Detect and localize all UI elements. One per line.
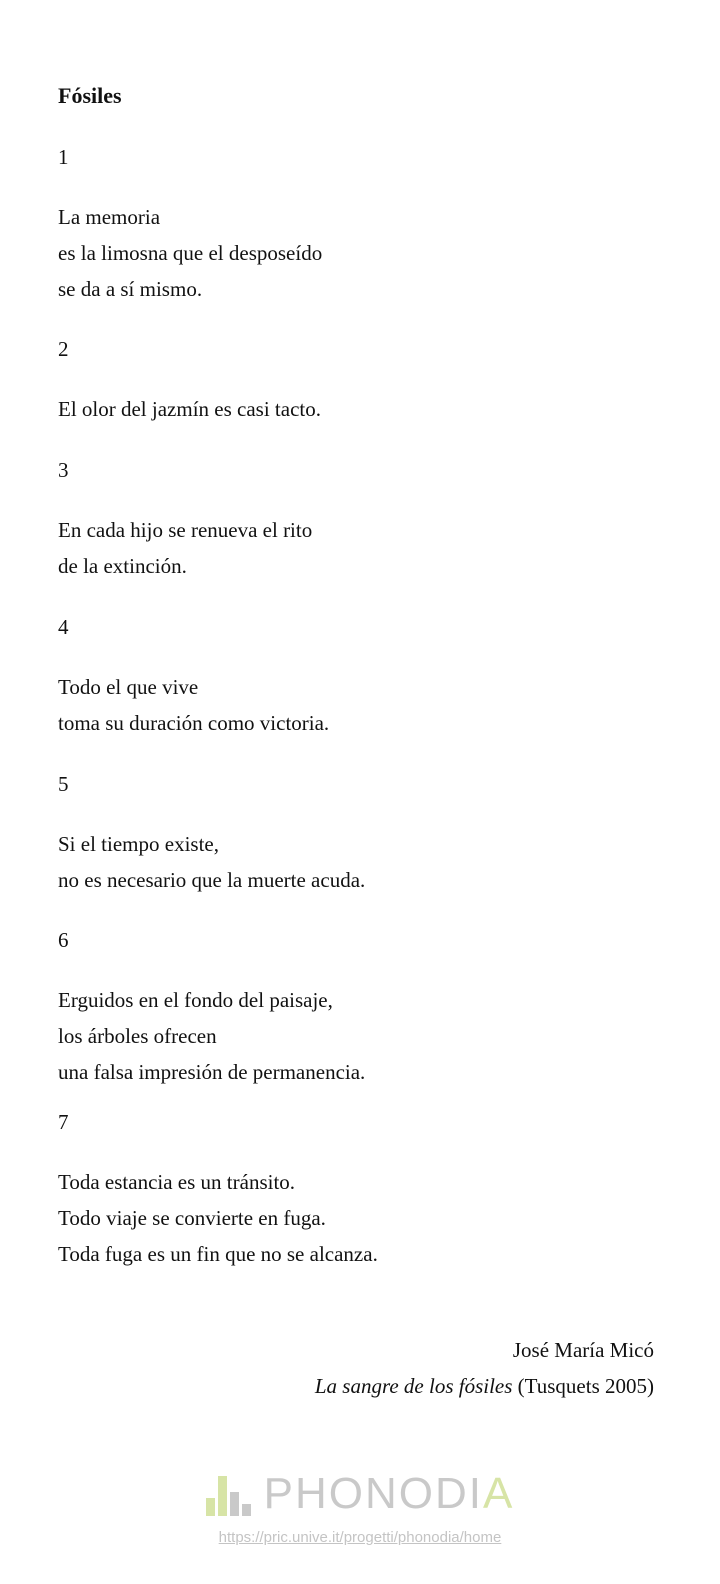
section-number-3: 3 bbox=[58, 458, 69, 482]
verse-line: El olor del jazmín es casi tacto. bbox=[58, 397, 321, 421]
verse-line: los árboles ofrecen bbox=[58, 1024, 217, 1048]
stanza-4 bbox=[58, 669, 329, 741]
verse-line: Toda fuga es un fin que no se alcanza. bbox=[58, 1242, 378, 1266]
author-name: José María Micó bbox=[512, 1338, 654, 1362]
footer bbox=[0, 1469, 720, 1546]
poem-page bbox=[58, 0, 658, 1584]
section-number-5: 5 bbox=[58, 772, 69, 796]
publisher-year: (Tusquets 2005) bbox=[512, 1374, 654, 1398]
section-number-2: 2 bbox=[58, 337, 69, 361]
section-number-7: 7 bbox=[58, 1110, 69, 1134]
verse-line: Si el tiempo existe, bbox=[58, 832, 219, 856]
stanza-6 bbox=[58, 982, 365, 1090]
section-number-6: 6 bbox=[58, 928, 69, 952]
section-number-4: 4 bbox=[58, 615, 69, 639]
stanza-3 bbox=[58, 512, 312, 584]
verse-line: es la limosna que el desposeído bbox=[58, 241, 323, 265]
logo-wordmark-accent: A bbox=[483, 1469, 515, 1518]
bar-chart-icon bbox=[206, 1474, 252, 1516]
logo-wordmark bbox=[263, 1469, 515, 1518]
verse-line: Erguidos en el fondo del paisaje, bbox=[58, 988, 333, 1012]
verse-line: Todo el que vive bbox=[58, 675, 199, 699]
book-citation bbox=[315, 1368, 654, 1404]
book-title: La sangre de los fósiles bbox=[314, 1374, 513, 1398]
verse-line: toma su duración como victoria. bbox=[58, 711, 330, 735]
verse-line: En cada hijo se renueva el rito bbox=[58, 518, 313, 542]
stanza-5 bbox=[58, 826, 365, 898]
stanza-2 bbox=[58, 391, 321, 427]
verse-line: de la extinción. bbox=[58, 554, 187, 578]
poem-title: Fósiles bbox=[58, 83, 122, 108]
verse-line: Todo viaje se convierte en fuga. bbox=[58, 1206, 326, 1230]
stanza-1 bbox=[58, 199, 322, 307]
verse-line: La memoria bbox=[58, 205, 161, 229]
phonodia-url-link[interactable]: https://pric.unive.it/progetti/phonodia/home bbox=[218, 1529, 502, 1546]
verse-line: Toda estancia es un tránsito. bbox=[58, 1170, 296, 1194]
stanza-7 bbox=[58, 1164, 378, 1272]
verse-line: se da a sí mismo. bbox=[58, 277, 203, 301]
logo-wordmark-main: PHONODI bbox=[263, 1469, 483, 1518]
credit-block bbox=[315, 1332, 654, 1404]
verse-line: no es necesario que la muerte acuda. bbox=[58, 868, 366, 892]
phonodia-logo bbox=[206, 1469, 515, 1518]
section-number-1: 1 bbox=[58, 145, 69, 169]
verse-line: una falsa impresión de permanencia. bbox=[58, 1060, 366, 1084]
